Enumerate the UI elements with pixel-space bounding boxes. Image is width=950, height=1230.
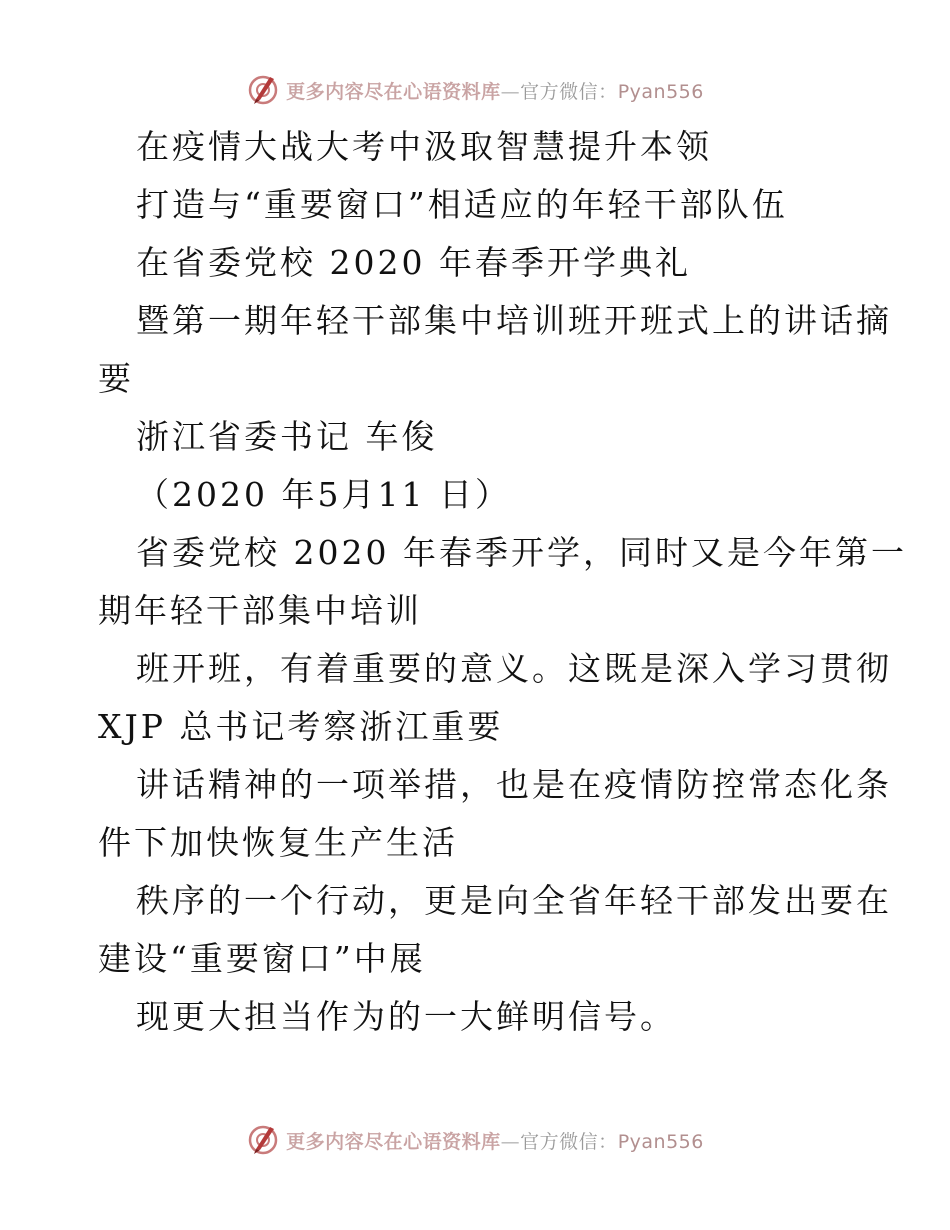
doc-line: 秩序的一个行动，更是向全省年轻干部发出要在 [136, 881, 892, 920]
doc-line: 在省委党校 2020 年春季开学典礼 [136, 243, 691, 282]
doc-line: 打造与“重要窗口”相适应的年轻干部队伍 [136, 185, 788, 224]
doc-line: 暨第一期年轻干部集中培训班开班式上的讲话摘 [136, 301, 892, 340]
watermark-main: 更多内容尽在心语资料库 [286, 1130, 501, 1153]
watermark-footer [0, 1120, 950, 1160]
doc-line: 要 [98, 359, 134, 398]
watermark-separator: — [500, 80, 521, 103]
watermark-header [0, 70, 950, 110]
brand-logo-icon [246, 1123, 280, 1157]
doc-line: 讲话精神的一项举措，也是在疫情防控常态化条 [136, 765, 892, 804]
doc-line: 在疫情大战大考中汲取智慧提升本领 [136, 127, 712, 166]
doc-line: 浙江省委书记 车俊 [136, 417, 438, 456]
watermark-account: Pyan556 [617, 80, 704, 103]
watermark-label: 官方微信： [520, 80, 618, 103]
doc-line: 期年轻干部集中培训 [98, 591, 422, 630]
doc-line: 现更大担当作为的一大鲜明信号。 [136, 997, 676, 1036]
watermark-label: 官方微信： [520, 1130, 618, 1153]
document-body [98, 118, 907, 1046]
doc-line: 班开班，有着重要的意义。这既是深入学习贯彻 [136, 649, 892, 688]
watermark-text [286, 77, 704, 104]
watermark-text [286, 1127, 704, 1154]
brand-logo-icon [246, 73, 280, 107]
doc-line: XJP 总书记考察浙江重要 [98, 707, 504, 746]
watermark-separator: — [500, 1130, 521, 1153]
doc-line: （2020 年5月11 日） [136, 475, 511, 514]
watermark-main: 更多内容尽在心语资料库 [286, 80, 501, 103]
doc-line: 建设“重要窗口”中展 [98, 939, 426, 978]
watermark-account: Pyan556 [617, 1130, 704, 1153]
doc-line: 件下加快恢复生产生活 [98, 823, 458, 862]
doc-line: 省委党校 2020 年春季开学，同时又是今年第一 [136, 533, 907, 572]
